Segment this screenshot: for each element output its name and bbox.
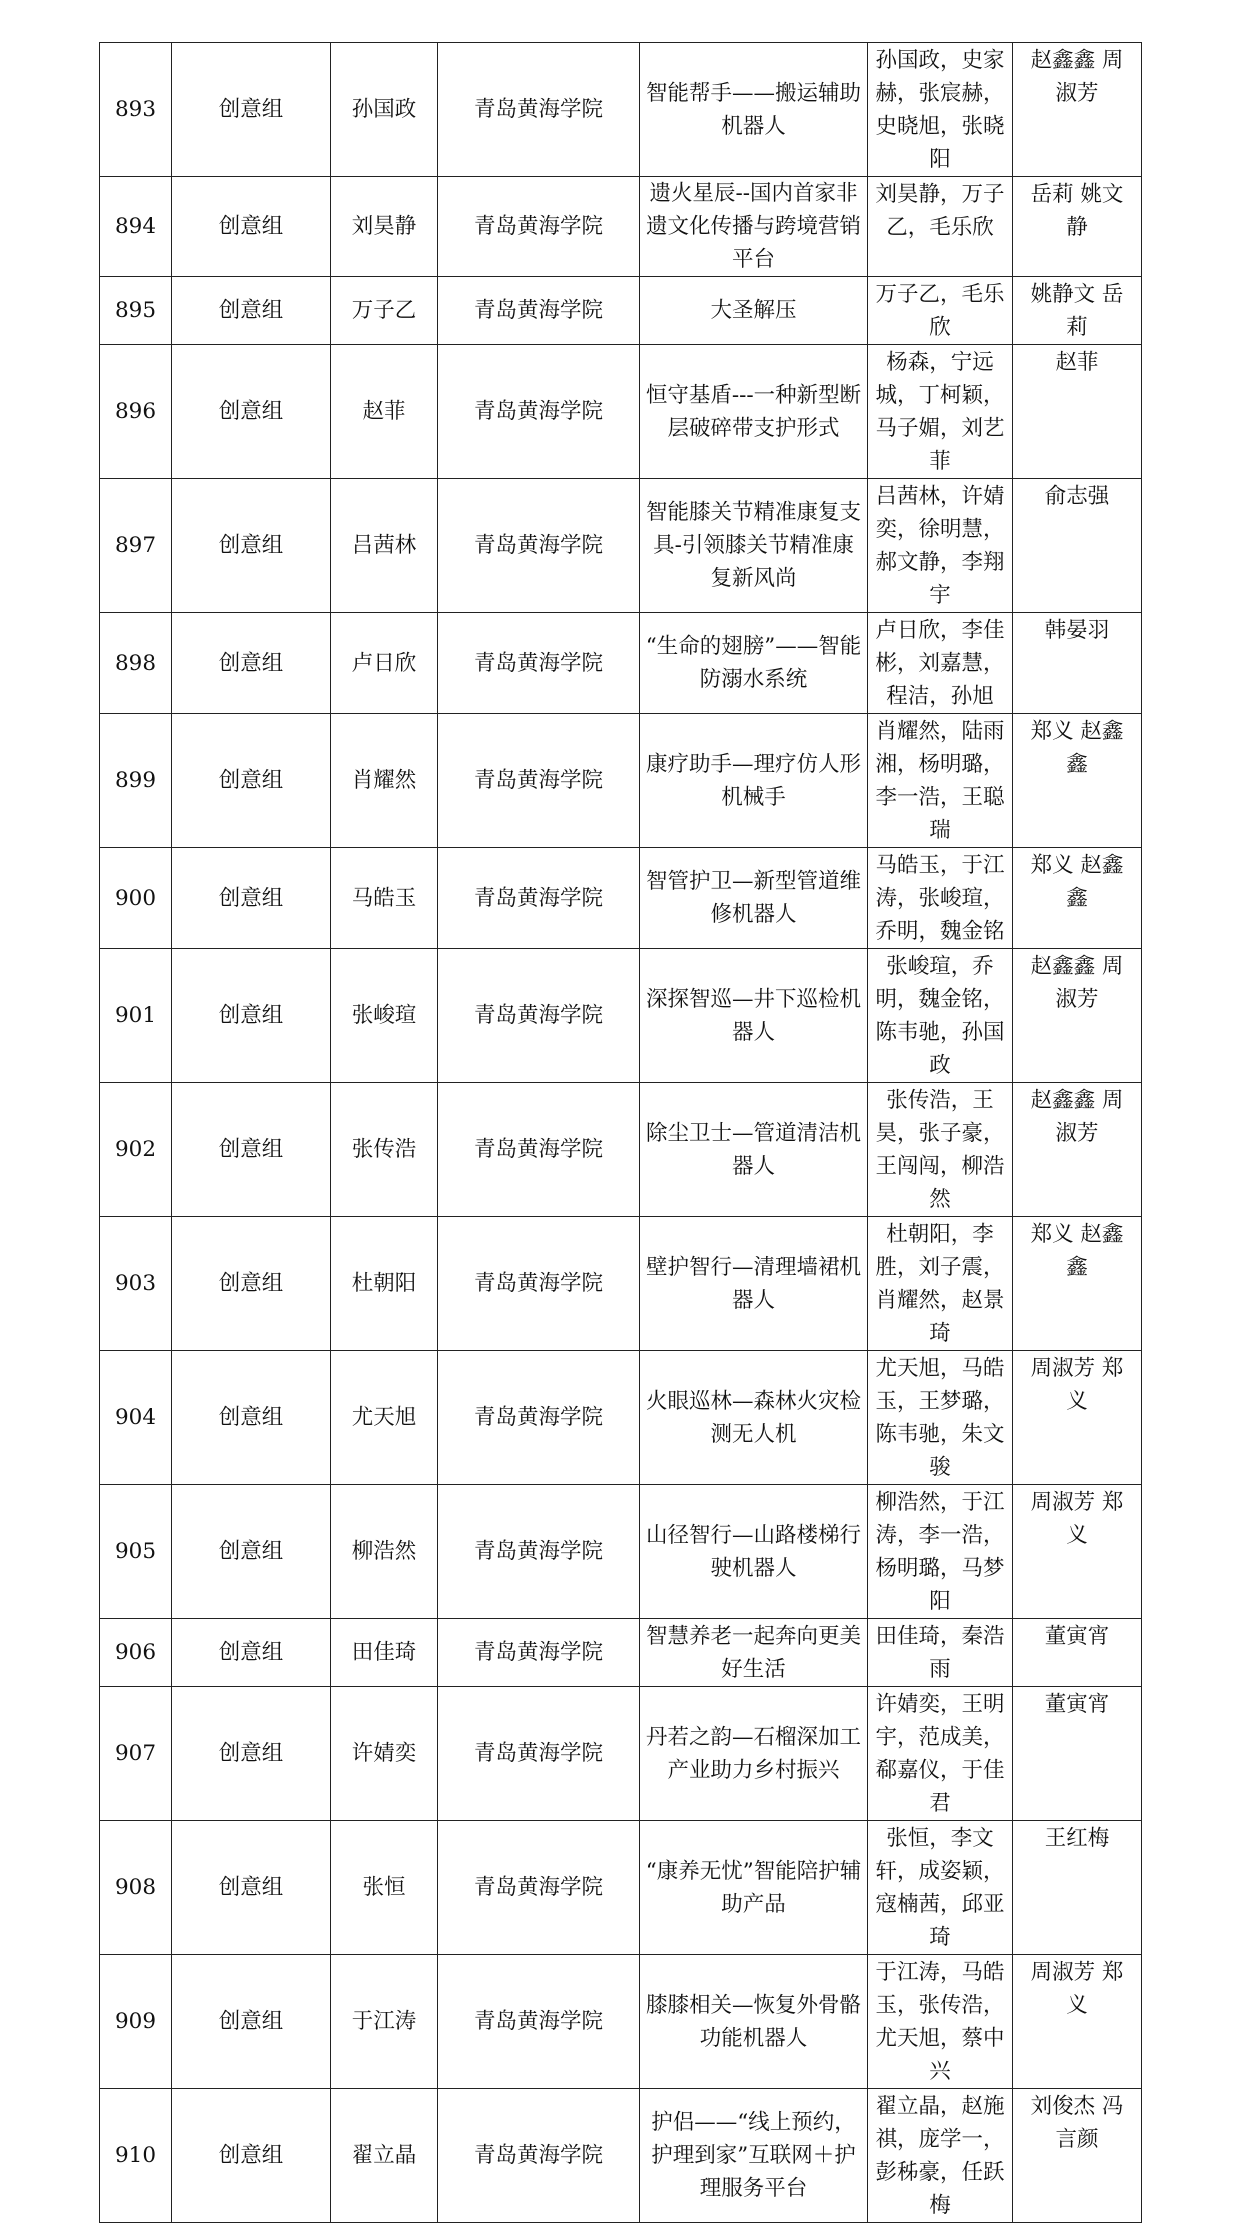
table-body — [100, 43, 1142, 2223]
advisors-cell: 周淑芳 郑义 — [1013, 1485, 1142, 1619]
project-title-cell: 遗火星辰--国内首家非遗文化传播与跨境营销平台 — [640, 177, 868, 277]
team-members-cell: 卢日欣，李佳彬，刘嘉慧，程洁，孙旭 — [868, 613, 1013, 714]
team-members-cell: 张恒，李文轩，成姿颖，寇楠茜，邱亚琦 — [868, 1821, 1013, 1955]
category-cell: 创意组 — [172, 1217, 331, 1351]
table-row — [100, 345, 1142, 479]
project-title-cell: 恒守基盾---一种新型断层破碎带支护形式 — [640, 345, 868, 479]
school-name-cell: 青岛黄海学院 — [438, 1821, 640, 1955]
project-title-cell: 山径智行—山路楼梯行驶机器人 — [640, 1485, 868, 1619]
project-title-cell: 壁护智行—清理墙裙机器人 — [640, 1217, 868, 1351]
school-name-cell: 青岛黄海学院 — [438, 613, 640, 714]
team-leader-cell: 杜朝阳 — [331, 1217, 438, 1351]
entry-number-cell: 905 — [100, 1485, 172, 1619]
project-title-cell: 火眼巡林—森林火灾检测无人机 — [640, 1351, 868, 1485]
table-row — [100, 613, 1142, 714]
table-row — [100, 949, 1142, 1083]
category-cell: 创意组 — [172, 177, 331, 277]
school-name-cell: 青岛黄海学院 — [438, 848, 640, 949]
school-name-cell: 青岛黄海学院 — [438, 43, 640, 177]
entry-number-cell: 909 — [100, 1955, 172, 2089]
project-title-cell: “生命的翅膀”——智能防溺水系统 — [640, 613, 868, 714]
advisors-cell: 俞志强 — [1013, 479, 1142, 613]
team-leader-cell: 吕茜林 — [331, 479, 438, 613]
advisors-cell: 刘俊杰 冯言颜 — [1013, 2089, 1142, 2223]
advisors-cell: 郑义 赵鑫鑫 — [1013, 1217, 1142, 1351]
award-list-table — [99, 42, 1142, 2223]
table-row — [100, 1217, 1142, 1351]
entry-number-cell: 894 — [100, 177, 172, 277]
table-row — [100, 1351, 1142, 1485]
school-name-cell: 青岛黄海学院 — [438, 277, 640, 345]
team-leader-cell: 刘昊静 — [331, 177, 438, 277]
table-row — [100, 43, 1142, 177]
table-row — [100, 714, 1142, 848]
team-leader-cell: 许婧奕 — [331, 1687, 438, 1821]
team-members-cell: 田佳琦，秦浩雨 — [868, 1619, 1013, 1687]
team-members-cell: 张峻瑄，乔明，魏金铭，陈韦驰，孙国政 — [868, 949, 1013, 1083]
entry-number-cell: 899 — [100, 714, 172, 848]
school-name-cell: 青岛黄海学院 — [438, 1217, 640, 1351]
table-row — [100, 1955, 1142, 2089]
team-leader-cell: 卢日欣 — [331, 613, 438, 714]
team-members-cell: 翟立晶，赵施祺，庞学一，彭秭豪，任跃梅 — [868, 2089, 1013, 2223]
advisors-cell: 韩晏羽 — [1013, 613, 1142, 714]
team-members-cell: 杜朝阳，李胜，刘子震，肖耀然，赵景琦 — [868, 1217, 1013, 1351]
team-leader-cell: 柳浩然 — [331, 1485, 438, 1619]
table-row — [100, 479, 1142, 613]
entry-number-cell: 910 — [100, 2089, 172, 2223]
project-title-cell: 丹若之韵—石榴深加工产业助力乡村振兴 — [640, 1687, 868, 1821]
category-cell: 创意组 — [172, 1619, 331, 1687]
team-leader-cell: 孙国政 — [331, 43, 438, 177]
project-title-cell: 大圣解压 — [640, 277, 868, 345]
entry-number-cell: 900 — [100, 848, 172, 949]
team-members-cell: 柳浩然，于江涛，李一浩，杨明璐，马梦阳 — [868, 1485, 1013, 1619]
advisors-cell: 赵鑫鑫 周淑芳 — [1013, 43, 1142, 177]
advisors-cell: 赵菲 — [1013, 345, 1142, 479]
category-cell: 创意组 — [172, 1485, 331, 1619]
category-cell: 创意组 — [172, 1351, 331, 1485]
category-cell: 创意组 — [172, 1821, 331, 1955]
school-name-cell: 青岛黄海学院 — [438, 1083, 640, 1217]
table-row — [100, 1687, 1142, 1821]
advisors-cell: 王红梅 — [1013, 1821, 1142, 1955]
table-row — [100, 1083, 1142, 1217]
school-name-cell: 青岛黄海学院 — [438, 177, 640, 277]
category-cell: 创意组 — [172, 2089, 331, 2223]
category-cell: 创意组 — [172, 714, 331, 848]
team-leader-cell: 万子乙 — [331, 277, 438, 345]
team-leader-cell: 翟立晶 — [331, 2089, 438, 2223]
category-cell: 创意组 — [172, 613, 331, 714]
team-members-cell: 尤天旭，马皓玉，王梦璐，陈韦驰，朱文骏 — [868, 1351, 1013, 1485]
team-leader-cell: 肖耀然 — [331, 714, 438, 848]
table-row — [100, 277, 1142, 345]
team-members-cell: 万子乙，毛乐欣 — [868, 277, 1013, 345]
project-title-cell: 康疗助手—理疗仿人形机械手 — [640, 714, 868, 848]
category-cell: 创意组 — [172, 479, 331, 613]
team-leader-cell: 于江涛 — [331, 1955, 438, 2089]
entry-number-cell: 906 — [100, 1619, 172, 1687]
team-leader-cell: 田佳琦 — [331, 1619, 438, 1687]
advisors-cell: 郑义 赵鑫鑫 — [1013, 848, 1142, 949]
school-name-cell: 青岛黄海学院 — [438, 1351, 640, 1485]
category-cell: 创意组 — [172, 1083, 331, 1217]
category-cell: 创意组 — [172, 277, 331, 345]
table-row — [100, 2089, 1142, 2223]
project-title-cell: 除尘卫士—管道清洁机器人 — [640, 1083, 868, 1217]
team-leader-cell: 马皓玉 — [331, 848, 438, 949]
school-name-cell: 青岛黄海学院 — [438, 1955, 640, 2089]
school-name-cell: 青岛黄海学院 — [438, 949, 640, 1083]
project-title-cell: 智慧养老一起奔向更美好生活 — [640, 1619, 868, 1687]
project-title-cell: 护侣——“线上预约，护理到家”互联网＋护理服务平台 — [640, 2089, 868, 2223]
advisors-cell: 赵鑫鑫 周淑芳 — [1013, 1083, 1142, 1217]
team-members-cell: 杨森，宁远城，丁柯颖，马子媚，刘艺菲 — [868, 345, 1013, 479]
team-leader-cell: 尤天旭 — [331, 1351, 438, 1485]
category-cell: 创意组 — [172, 1687, 331, 1821]
school-name-cell: 青岛黄海学院 — [438, 714, 640, 848]
team-members-cell: 刘昊静，万子乙，毛乐欣 — [868, 177, 1013, 277]
entry-number-cell: 908 — [100, 1821, 172, 1955]
advisors-cell: 周淑芳 郑义 — [1013, 1351, 1142, 1485]
entry-number-cell: 902 — [100, 1083, 172, 1217]
advisors-cell: 赵鑫鑫 周淑芳 — [1013, 949, 1142, 1083]
school-name-cell: 青岛黄海学院 — [438, 479, 640, 613]
project-title-cell: “康养无忧”智能陪护辅助产品 — [640, 1821, 868, 1955]
category-cell: 创意组 — [172, 949, 331, 1083]
team-members-cell: 马皓玉，于江涛，张峻瑄，乔明，魏金铭 — [868, 848, 1013, 949]
entry-number-cell: 907 — [100, 1687, 172, 1821]
category-cell: 创意组 — [172, 345, 331, 479]
entry-number-cell: 896 — [100, 345, 172, 479]
entry-number-cell: 903 — [100, 1217, 172, 1351]
advisors-cell: 董寅宵 — [1013, 1619, 1142, 1687]
team-members-cell: 于江涛，马皓玉，张传浩，尤天旭，蔡中兴 — [868, 1955, 1013, 2089]
team-members-cell: 许婧奕，王明宇，范成美，郗嘉仪，于佳君 — [868, 1687, 1013, 1821]
school-name-cell: 青岛黄海学院 — [438, 2089, 640, 2223]
entry-number-cell: 901 — [100, 949, 172, 1083]
entry-number-cell: 895 — [100, 277, 172, 345]
advisors-cell: 姚静文 岳莉 — [1013, 277, 1142, 345]
team-leader-cell: 张传浩 — [331, 1083, 438, 1217]
team-leader-cell: 赵菲 — [331, 345, 438, 479]
entry-number-cell: 893 — [100, 43, 172, 177]
advisors-cell: 董寅宵 — [1013, 1687, 1142, 1821]
table-row — [100, 848, 1142, 949]
school-name-cell: 青岛黄海学院 — [438, 1485, 640, 1619]
project-title-cell: 深探智巡—井下巡检机器人 — [640, 949, 868, 1083]
school-name-cell: 青岛黄海学院 — [438, 1687, 640, 1821]
category-cell: 创意组 — [172, 1955, 331, 2089]
team-leader-cell: 张峻瑄 — [331, 949, 438, 1083]
project-title-cell: 智管护卫—新型管道维修机器人 — [640, 848, 868, 949]
entry-number-cell: 904 — [100, 1351, 172, 1485]
school-name-cell: 青岛黄海学院 — [438, 1619, 640, 1687]
table-row — [100, 1619, 1142, 1687]
team-members-cell: 张传浩，王昊，张子豪，王闯闯，柳浩然 — [868, 1083, 1013, 1217]
table-row — [100, 1821, 1142, 1955]
advisors-cell: 岳莉 姚文静 — [1013, 177, 1142, 277]
advisors-cell: 郑义 赵鑫鑫 — [1013, 714, 1142, 848]
school-name-cell: 青岛黄海学院 — [438, 345, 640, 479]
entry-number-cell: 898 — [100, 613, 172, 714]
team-members-cell: 孙国政，史家赫，张宸赫，史晓旭，张晓阳 — [868, 43, 1013, 177]
project-title-cell: 智能帮手——搬运辅助机器人 — [640, 43, 868, 177]
project-title-cell: 膝膝相关—恢复外骨骼功能机器人 — [640, 1955, 868, 2089]
team-members-cell: 肖耀然，陆雨湘，杨明璐，李一浩，王聪瑞 — [868, 714, 1013, 848]
table-row — [100, 177, 1142, 277]
team-members-cell: 吕茜林，许婧奕，徐明慧，郝文静，李翔宇 — [868, 479, 1013, 613]
project-title-cell: 智能膝关节精准康复支具-引领膝关节精准康复新风尚 — [640, 479, 868, 613]
category-cell: 创意组 — [172, 43, 331, 177]
team-leader-cell: 张恒 — [331, 1821, 438, 1955]
category-cell: 创意组 — [172, 848, 331, 949]
table-row — [100, 1485, 1142, 1619]
advisors-cell: 周淑芳 郑义 — [1013, 1955, 1142, 2089]
entry-number-cell: 897 — [100, 479, 172, 613]
